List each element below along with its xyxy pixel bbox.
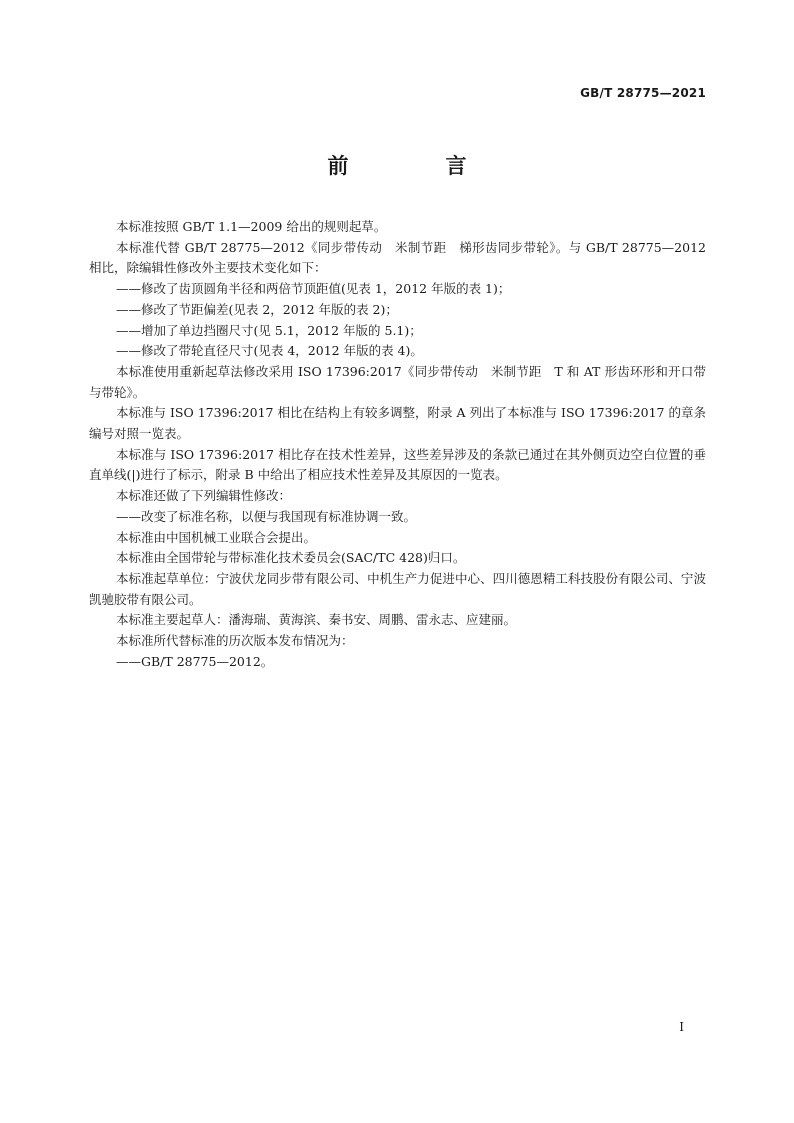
- paragraph: 本标准由全国带轮与带标准化技术委员会(SAC/TC 428)归口。: [116, 550, 466, 566]
- page-number: I: [679, 1020, 684, 1034]
- paragraph: 本标准代替 GB/T 28775—2012《同步带传动 米制节距 梯形齿同步带轮》。与 GB/T 28775—2012 相比，除编辑性修改外主要技术变化如下：: [89, 239, 706, 276]
- standard-code-header: GB/T 28775—2021: [580, 86, 706, 100]
- foreword-content: [89, 217, 706, 672]
- paragraph: 本标准起草单位：宁波伏龙同步带有限公司、中机生产力促进中心、四川德恩精工科技股份有限公司、宁波凯驰胶带有限公司。: [89, 570, 706, 607]
- paragraph: 本标准与 ISO 17396:2017 相比存在技术性差异，这些差异涉及的条款已通过在其外侧页边空白位置的垂直单线(|)进行了标示，附录 B 中给出了相应技术性差异及其原因的一览表。: [89, 446, 706, 483]
- list-item: ——改变了标准名称，以便与我国现有标准协调一致。: [116, 508, 417, 524]
- page-title: 前 言: [327, 154, 505, 178]
- paragraph: 本标准使用重新起草法修改采用 ISO 17396:2017《同步带传动 米制节距 T 和 AT 形齿环形和开口带与带轮》。: [89, 363, 706, 400]
- list-item: ——修改了齿顶圆角半径和两倍节顶距值(见表 1，2012 年版的表 1)；: [116, 281, 511, 297]
- paragraph: 本标准与 ISO 17396:2017 相比在结构上有较多调整，附录 A 列出了本标准与 ISO 17396:2017 的章条编号对照一览表。: [89, 405, 706, 442]
- list-item: ——GB/T 28775—2012。: [116, 653, 274, 669]
- paragraph: 本标准还做了下列编辑性修改：: [116, 488, 292, 504]
- list-item: ——修改了带轮直径尺寸(见表 4，2012 年版的表 4)。: [116, 343, 423, 359]
- paragraph: 本标准所代替标准的历次版本发布情况为：: [116, 633, 354, 649]
- list-item: ——修改了节距偏差(见表 2，2012 年版的表 2)；: [116, 301, 398, 317]
- paragraph: 本标准按照 GB/T 1.1—2009 给出的规则起草。: [116, 219, 387, 234]
- list-item: ——增加了单边挡圈尺寸(见 5.1，2012 年版的 5.1)；: [116, 322, 422, 338]
- paragraph: 本标准主要起草人：潘海瑞、黄海滨、秦书安、周鹏、雷永志、应建丽。: [116, 612, 517, 628]
- paragraph: 本标准由中国机械工业联合会提出。: [116, 529, 317, 545]
